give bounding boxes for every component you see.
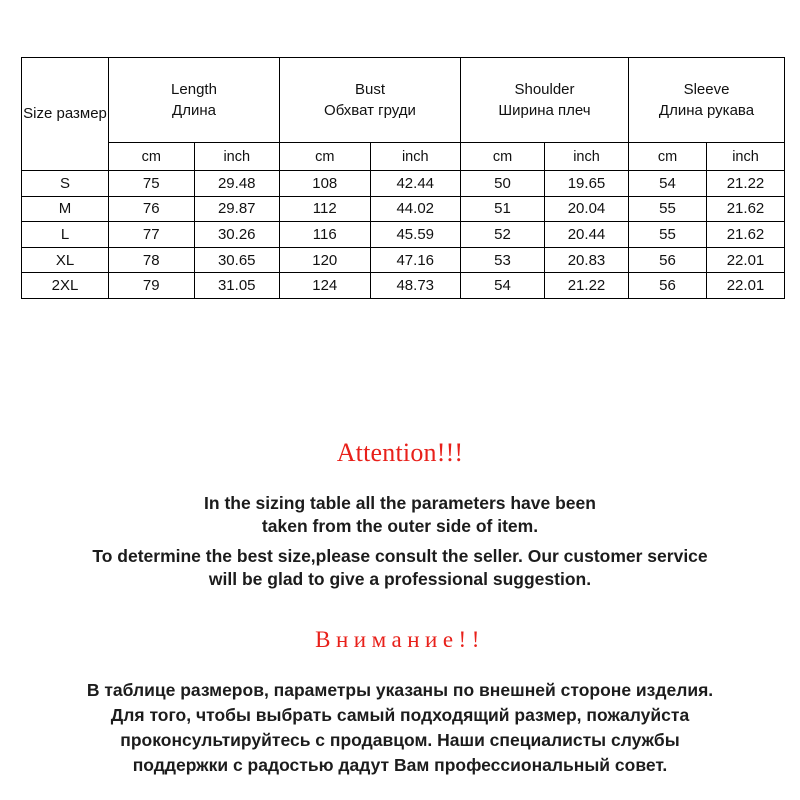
header-unit-sleeve-inch: inch [707, 143, 785, 171]
cell-sleeve-inch: 21.22 [707, 171, 785, 197]
header-unit-sleeve-cm: cm [629, 143, 707, 171]
cell-bust-cm: 120 [280, 247, 371, 273]
cell-sleeve-inch: 22.01 [707, 273, 785, 299]
header-unit-shoulder-cm: cm [461, 143, 545, 171]
cell-shoulder-cm: 50 [461, 171, 545, 197]
cell-size: L [22, 222, 109, 248]
cell-shoulder-inch: 20.44 [545, 222, 629, 248]
cell-shoulder-cm: 52 [461, 222, 545, 248]
table-row [22, 273, 785, 299]
header-group-shoulder-ru: Ширина плеч [498, 102, 591, 119]
notice-block [0, 440, 800, 778]
cell-bust-cm: 108 [280, 171, 371, 197]
header-group-sleeve-en: Sleeve [683, 80, 730, 98]
cell-sleeve-inch: 21.62 [707, 222, 785, 248]
cell-length-cm: 78 [109, 247, 195, 273]
header-group-shoulder [461, 58, 629, 143]
notice-line-3: To determine the best size,please consult the seller. Our customer service [92, 545, 708, 566]
attention-heading-en: Attention!!! [336, 438, 464, 467]
cell-bust-cm: 112 [280, 196, 371, 222]
size-chart-table-container [21, 57, 779, 299]
attention-heading-ru: Внимание!! [315, 626, 485, 652]
cell-length-cm: 76 [109, 196, 195, 222]
cell-shoulder-inch: 21.22 [545, 273, 629, 299]
cell-length-inch: 30.65 [194, 247, 280, 273]
header-group-bust-en: Bust [354, 80, 385, 98]
header-group-bust [280, 58, 461, 143]
header-unit-bust-inch: inch [370, 143, 461, 171]
header-group-sleeve [629, 58, 785, 143]
cell-sleeve-inch: 21.62 [707, 196, 785, 222]
cell-bust-inch: 47.16 [370, 247, 461, 273]
header-group-bust-ru: Обхват груди [324, 102, 416, 119]
table-header [22, 58, 785, 171]
notice-line-2: taken from the outer side of item. [261, 516, 539, 537]
cell-shoulder-inch: 20.83 [545, 247, 629, 273]
cell-length-inch: 29.87 [194, 196, 280, 222]
notice-ru-line-4: поддержки с радостью дадут Вам профессиональный совет. [132, 754, 668, 775]
header-size-en: Size [23, 104, 53, 122]
header-group-sleeve-ru: Длина рукава [658, 102, 755, 119]
notice-ru-line-3: проконсультируйтесь с продавцом. Наши специалисты службы [120, 729, 680, 750]
table-row [22, 196, 785, 222]
cell-size: S [22, 171, 109, 197]
notice-line-1: In the sizing table all the parameters have been [204, 493, 596, 513]
cell-shoulder-inch: 19.65 [545, 171, 629, 197]
cell-bust-inch: 48.73 [370, 273, 461, 299]
header-size-ru: размер [56, 104, 107, 122]
cell-length-cm: 77 [109, 222, 195, 248]
cell-sleeve-cm: 54 [629, 171, 707, 197]
notice-ru-line-1: В таблице размеров, параметры указаны по внешней стороне изделия. [86, 679, 714, 700]
notice-ru-line-2: Для того, чтобы выбрать самый подходящий размер, пожалуйста [110, 704, 690, 725]
table-row [22, 171, 785, 197]
cell-bust-inch: 45.59 [370, 222, 461, 248]
size-chart-table [21, 57, 785, 299]
cell-length-inch: 29.48 [194, 171, 280, 197]
cell-length-cm: 75 [109, 171, 195, 197]
cell-sleeve-cm: 56 [629, 273, 707, 299]
cell-sleeve-inch: 22.01 [707, 247, 785, 273]
cell-length-inch: 31.05 [194, 273, 280, 299]
header-unit-bust-cm: cm [280, 143, 371, 171]
notice-body-en [0, 492, 800, 592]
header-group-length [109, 58, 280, 143]
cell-shoulder-cm: 51 [461, 196, 545, 222]
table-header-unit-row [22, 143, 785, 171]
cell-bust-cm: 124 [280, 273, 371, 299]
table-body [22, 171, 785, 299]
cell-sleeve-cm: 55 [629, 196, 707, 222]
cell-shoulder-cm: 53 [461, 247, 545, 273]
cell-size: 2XL [22, 273, 109, 299]
header-unit-length-cm: cm [109, 143, 195, 171]
cell-sleeve-cm: 56 [629, 247, 707, 273]
cell-shoulder-inch: 20.04 [545, 196, 629, 222]
table-row [22, 247, 785, 273]
header-size [22, 58, 109, 171]
header-unit-length-inch: inch [194, 143, 280, 171]
cell-length-cm: 79 [109, 273, 195, 299]
cell-size: XL [22, 247, 109, 273]
cell-shoulder-cm: 54 [461, 273, 545, 299]
header-group-length-ru: Длина [172, 102, 216, 119]
cell-length-inch: 30.26 [194, 222, 280, 248]
header-unit-shoulder-inch: inch [545, 143, 629, 171]
notice-body-ru [0, 678, 800, 778]
cell-bust-inch: 42.44 [370, 171, 461, 197]
cell-bust-inch: 44.02 [370, 196, 461, 222]
table-row [22, 222, 785, 248]
header-group-length-en: Length [171, 80, 217, 98]
cell-bust-cm: 116 [280, 222, 371, 248]
table-header-group-row [22, 58, 785, 143]
cell-size: M [22, 196, 109, 222]
cell-sleeve-cm: 55 [629, 222, 707, 248]
header-group-shoulder-en: Shoulder [514, 80, 575, 98]
notice-line-4: will be glad to give a professional suggestion. [208, 569, 592, 590]
